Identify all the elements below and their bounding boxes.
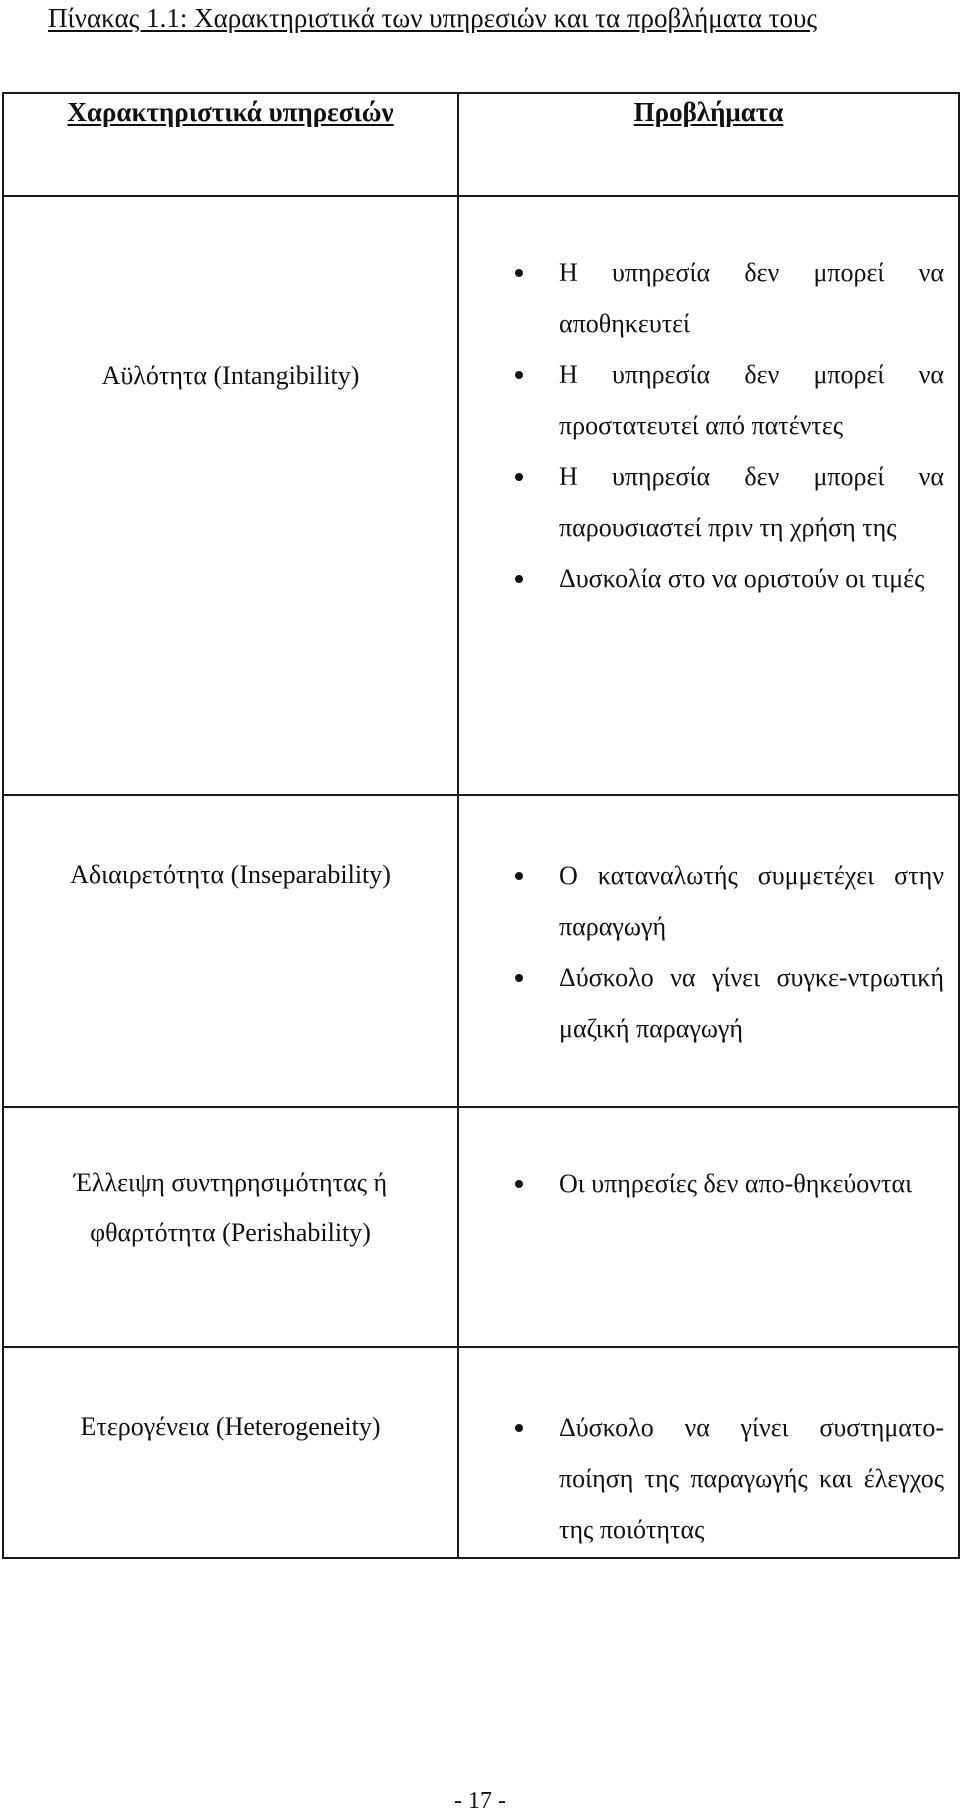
- problem-text: Η υπηρεσία δεν μπορεί να αποθηκευτεί: [559, 258, 944, 338]
- problem-item: [559, 952, 944, 1054]
- bullet-icon: [515, 1180, 523, 1188]
- problem-item: [559, 349, 944, 451]
- problem-text: Ο καταναλωτής συμμετέχει στην παραγωγή: [559, 861, 944, 941]
- problems-list: [459, 850, 958, 1054]
- page-number: - 17 -: [454, 1788, 506, 1814]
- services-characteristics-table: [2, 92, 960, 1559]
- problems-cell: [458, 795, 959, 1107]
- characteristic-label: Αδιαιρετότητα (Inseparability): [70, 860, 391, 889]
- problem-text: Οι υπηρεσίες δεν απο-θηκεύονται: [559, 1169, 913, 1198]
- problem-item: [559, 1402, 944, 1555]
- problems-list: [459, 1402, 958, 1555]
- problem-text: Δύσκολο να γίνει συστηματο-ποίηση της παραγωγής και έλεγχος της ποιότητας: [559, 1413, 944, 1544]
- table-caption: Πίνακας 1.1: Χαρακτηριστικά των υπηρεσιών και τα προβλήματα τους: [48, 3, 818, 33]
- bullet-icon: [515, 473, 523, 481]
- header-problems: Προβλήματα: [633, 97, 784, 127]
- table-row: [3, 1347, 959, 1558]
- problem-item: [559, 451, 944, 553]
- header-cell-problems: [458, 93, 959, 196]
- problem-text: Δύσκολο να γίνει συγκε-ντρωτική μαζική παραγωγή: [559, 963, 944, 1043]
- problem-item: [559, 553, 944, 604]
- characteristic-cell: [3, 196, 458, 795]
- table-row: [3, 1107, 959, 1347]
- problem-text: Δυσκολία στο να οριστούν οι τιμές: [559, 564, 925, 593]
- characteristic-cell: [3, 795, 458, 1107]
- problems-cell: [458, 196, 959, 795]
- table-row: [3, 795, 959, 1107]
- characteristic-label: Έλλειψη συντηρησιμότητας ή φθαρτότητα (Perishability): [73, 1168, 388, 1247]
- bullet-icon: [515, 371, 523, 379]
- header-cell-characteristics: [3, 93, 458, 196]
- problem-text: Η υπηρεσία δεν μπορεί να παρουσιαστεί πριν τη χρήση της: [559, 462, 944, 542]
- problems-cell: [458, 1107, 959, 1347]
- table-header-row: [3, 93, 959, 196]
- characteristic-label: Αϋλότητα (Intangibility): [101, 361, 360, 390]
- problems-list: [459, 1158, 958, 1209]
- bullet-icon: [515, 872, 523, 880]
- characteristic-label: Ετερογένεια (Heterogeneity): [80, 1412, 381, 1441]
- problem-item: [559, 850, 944, 952]
- problem-item: [559, 247, 944, 349]
- bullet-icon: [515, 269, 523, 277]
- problem-item: [559, 1158, 944, 1209]
- problems-list: [459, 247, 958, 604]
- characteristic-cell: [3, 1347, 458, 1558]
- table-row: [3, 196, 959, 795]
- header-characteristics: Χαρακτηριστικά υπηρεσιών: [67, 97, 394, 127]
- bullet-icon: [515, 974, 523, 982]
- problem-text: Η υπηρεσία δεν μπορεί να προστατευτεί από πατέντες: [559, 360, 944, 440]
- characteristic-cell: [3, 1107, 458, 1347]
- bullet-icon: [515, 575, 523, 583]
- problems-cell: [458, 1347, 959, 1558]
- bullet-icon: [515, 1424, 523, 1432]
